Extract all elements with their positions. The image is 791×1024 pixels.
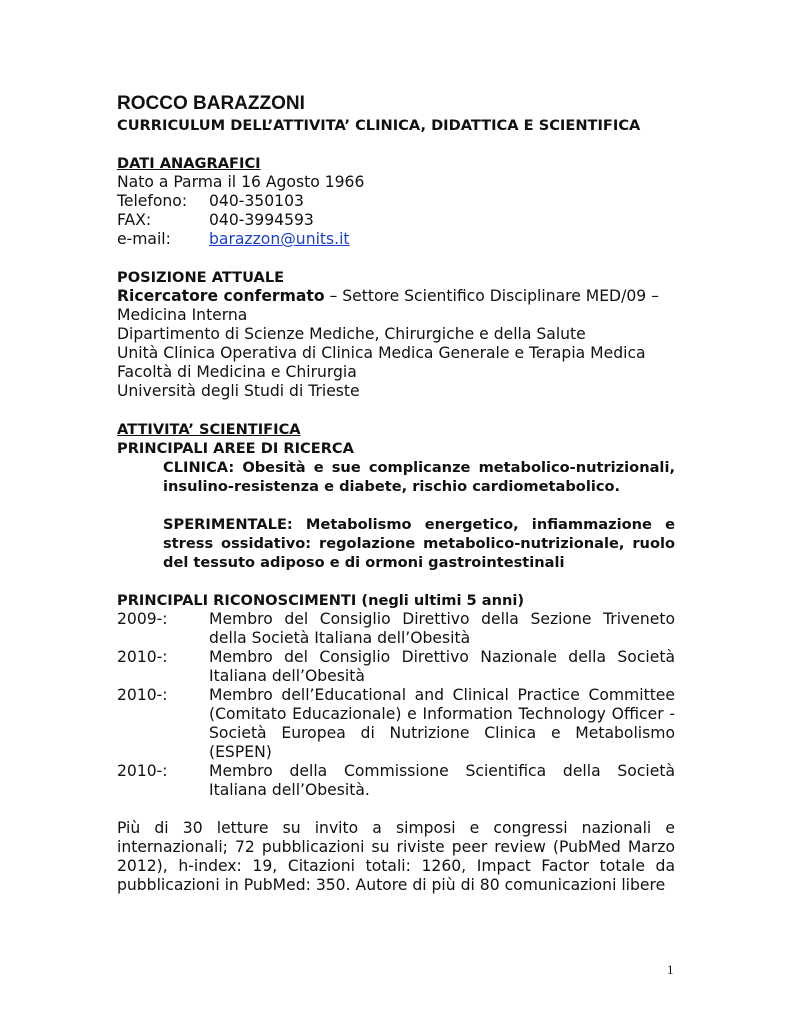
fax-row — [117, 211, 675, 230]
cv-name: ROCCO BARAZZONI — [117, 93, 305, 114]
section-dati-anagrafici: DATI ANAGRAFICI — [117, 155, 261, 172]
fax-value: 040-3994593 — [209, 211, 314, 229]
email-link[interactable]: barazzon@units.it — [209, 230, 350, 248]
phone-label: Telefono: — [117, 192, 188, 210]
award-item — [117, 686, 675, 762]
fax-label: FAX: — [117, 211, 152, 229]
position-line: Facoltà di Medicina e Chirurgia — [117, 363, 357, 381]
birth-info: Nato a Parma il 16 Agosto 1966 — [117, 173, 365, 191]
award-text: Membro della Commissione Scientifica della Società Italiana dell’Obesità. — [209, 762, 675, 799]
award-text: Membro dell’Educational and Clinical Practice Committee (Comitato Educazionale) e Information Technology Officer - Società Europea di Nutrizione Clinica e Metabolismo (ESPEN) — [209, 686, 675, 761]
research-areas-title: PRINCIPALI AREE DI RICERCA — [117, 440, 354, 457]
cv-subtitle: CURRICULUM DELL’ATTIVITA’ CLINICA, DIDATTICA E SCIENTIFICA — [117, 117, 641, 134]
email-row — [117, 230, 675, 249]
position-line: Unità Clinica Operativa di Clinica Medica Generale e Terapia Medica — [117, 344, 646, 362]
award-item — [117, 610, 675, 648]
section-attivita-scientifica: ATTIVITA’ SCIENTIFICA — [117, 421, 301, 438]
award-text: Membro del Consiglio Direttivo della Sezione Triveneto della Società Italiana dell’Obesità — [209, 610, 675, 647]
position-line: Università degli Studi di Trieste — [117, 382, 360, 400]
award-year: 2010-: — [117, 762, 168, 780]
section-posizione-attuale: POSIZIONE ATTUALE — [117, 269, 285, 286]
award-text: Membro del Consiglio Direttivo Nazionale della Società Italiana dell’Obesità — [209, 648, 675, 685]
position-line: Medicina Interna — [117, 306, 248, 324]
role-sector: – Settore Scientifico Disciplinare MED/09 – — [324, 287, 659, 305]
phone-value: 040-350103 — [209, 192, 304, 210]
cv-content — [117, 92, 675, 895]
section-riconoscimenti: PRINCIPALI RICONOSCIMENTI (negli ultimi 5 anni) — [117, 592, 525, 609]
summary-paragraph: Più di 30 letture su invito a simposi e congressi nazionali e internazionali; 72 pubblicazioni su riviste peer review (PubMed Marzo 2012), h-index: 19, Citazioni totali: 1260, Impact Factor totale da pubblicazioni in PubMed: 350. Autore di più di 80 comunicazioni libere — [117, 819, 675, 894]
award-year: 2010-: — [117, 686, 168, 704]
research-sperimentale: SPERIMENTALE: Metabolismo energetico, infiammazione e stress ossidativo: regolazione metabolico-nutrizionale, ruolo del tessuto adiposo e di ormoni gastrointestinali — [163, 516, 675, 571]
award-year: 2009-: — [117, 610, 168, 628]
research-clinica: CLINICA: Obesità e sue complicanze metabolico-nutrizionali, insulino-resistenza e diabete, rischio cardiometabolico. — [163, 459, 675, 495]
email-label: e-mail: — [117, 230, 171, 248]
role-title: Ricercatore confermato — [117, 287, 325, 305]
page-number: 1 — [667, 962, 674, 977]
position-line: Dipartimento di Scienze Mediche, Chirurgiche e della Salute — [117, 325, 586, 343]
phone-row — [117, 192, 675, 211]
role-line — [117, 287, 675, 306]
award-year: 2010-: — [117, 648, 168, 666]
award-item — [117, 762, 675, 800]
award-item — [117, 648, 675, 686]
